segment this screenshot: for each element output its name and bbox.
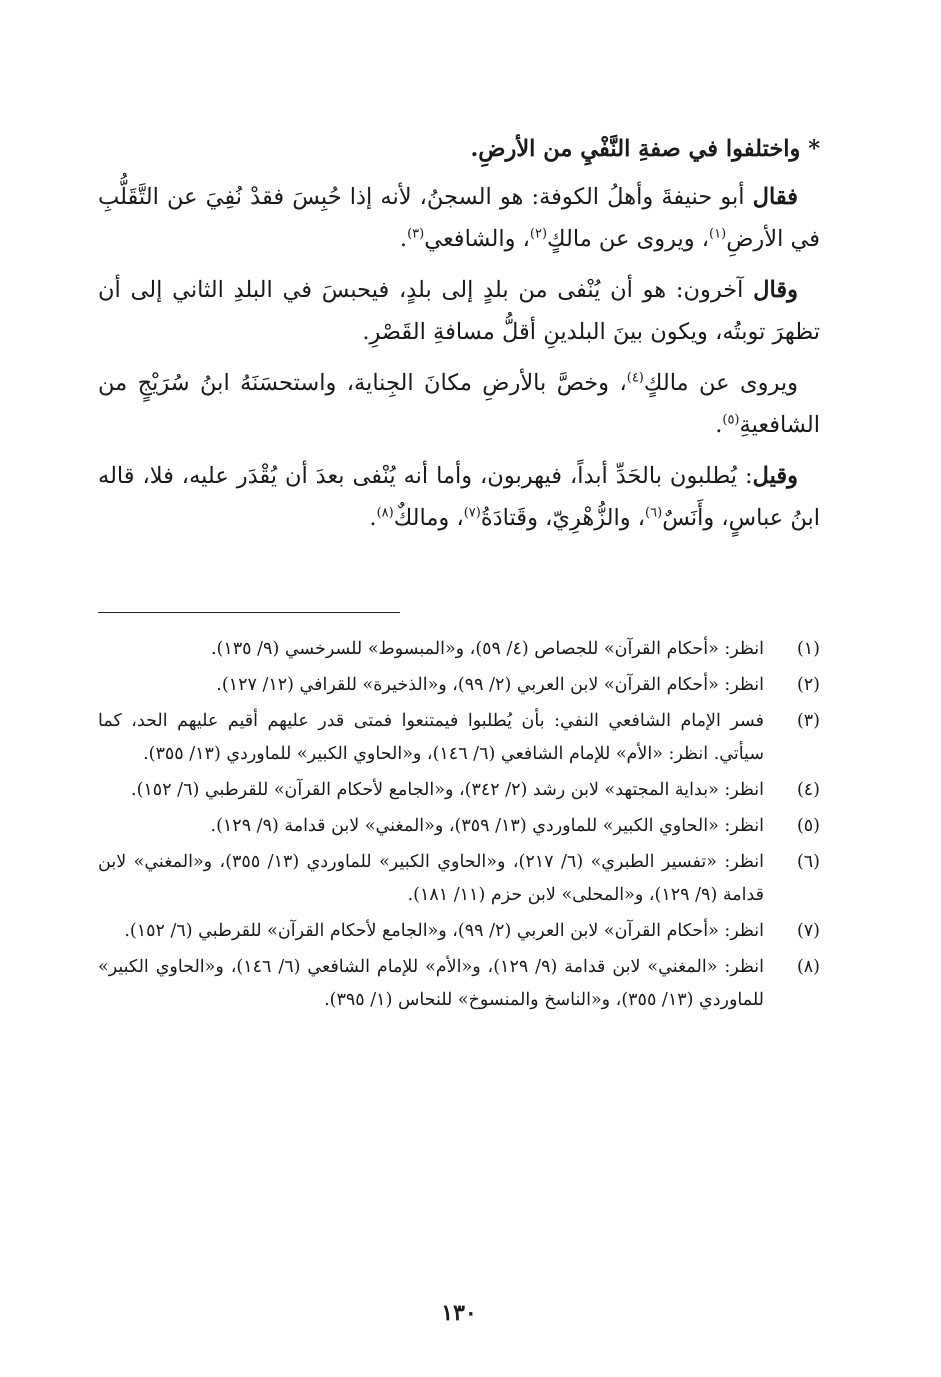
footnote-divider	[98, 612, 400, 613]
paragraph-3-text-a: ويروى عن مالكٍ	[643, 370, 798, 396]
footnote-text: انظر: «تفسير الطبري» (٦/ ٢١٧)، و«الحاوي الكبير» للماوردي (١٣/ ٣٥٥)، و«المغني» لابن قدامة (٩/ ١٢٩)، و«المحلى» لابن حزم (١١/ ١٨١).	[98, 852, 764, 905]
footnote-ref-7[interactable]: (٧)	[463, 505, 481, 521]
footnotes	[98, 633, 820, 1020]
main-text	[98, 128, 820, 548]
book-page	[98, 0, 820, 1377]
paragraph-1-text-a: أبو حنيفةَ وأهلُ الكوفة: هو السجنُ، لأنه إذا حُبِسَ فقدْ نُفِيَ عن التَّقَلُّبِ في الأرضِ	[98, 184, 820, 252]
paragraph-4-text-a: : يُطلبون بالحَدِّ أبداً، فيهربون، وأما أنه يُنْفى بعدَ أن يُقْدَر عليه، فلا، قاله ابنُ عباسٍ، وأَنَسٌ	[98, 463, 820, 531]
footnote-ref-2[interactable]: (٢)	[529, 226, 548, 242]
footnote-item	[98, 810, 820, 843]
paragraph-4-text-d: .	[369, 505, 377, 531]
paragraph-3-text-c: .	[715, 412, 723, 438]
paragraph-3	[98, 362, 820, 446]
paragraph-2-text: آخرون: هو أن يُنْفى من بلدٍ إلى بلدٍ، فيحبسَ في البلدِ الثاني إلى أن تظهرَ توبتُه، ويكون بينَ البلدينِ أقلُّ مسافةِ القَصْرِ.	[98, 277, 820, 345]
paragraph-1-lead: فقال	[752, 184, 798, 210]
footnote-number: (٨)	[796, 957, 820, 977]
footnote-number: (٣)	[796, 711, 820, 731]
footnote-ref-6[interactable]: (٦)	[645, 505, 663, 521]
paragraph-1	[98, 176, 820, 260]
footnote-number: (٢)	[796, 675, 820, 695]
footnote-number: (٤)	[796, 780, 820, 800]
footnote-ref-1[interactable]: (١)	[709, 226, 727, 242]
paragraph-4-lead: وقيل	[752, 463, 798, 489]
footnote-item	[98, 774, 820, 807]
paragraph-4	[98, 455, 820, 539]
footnote-text: انظر: «أحكام القرآن» للجصاص (٤/ ٥٩)، و«المبسوط» للسرخسي (٩/ ١٣٥).	[210, 639, 764, 659]
footnote-text: انظر: «بداية المجتهد» لابن رشد (٢/ ٣٤٢)، و«الجامع لأحكام القرآن» للقرطبي (٦/ ١٥٢).	[131, 780, 764, 800]
footnote-item	[98, 633, 820, 666]
footnote-number: (٦)	[796, 852, 820, 872]
footnote-text: انظر: «أحكام القرآن» لابن العربي (٢/ ٩٩)، و«الذخيرة» للقرافي (١٢/ ١٢٧).	[216, 675, 764, 695]
section-heading: * واختلفوا في صفةِ النَّفْيِ من الأرضِ.	[470, 136, 820, 162]
paragraph-1-text-b: ، ويروى عن مالكٍ	[547, 226, 710, 252]
page-number: ١٣٠	[441, 1300, 477, 1326]
footnote-ref-3[interactable]: (٣)	[407, 226, 425, 242]
footnote-item	[98, 705, 820, 771]
paragraph-4-text-c: ، ومالكٌ	[393, 505, 464, 531]
footnote-text: انظر: «المغني» لابن قدامة (٩/ ١٢٩)، و«الأم» للإمام الشافعي (٦/ ١٤٦)، و«الحاوي الكبير» للماوردي (١٣/ ٣٥٥)، و«الناسخ والمنسوخ» للنحاس (١/ ٣٩٥).	[98, 957, 765, 1010]
paragraph-2	[98, 269, 820, 353]
paragraph-3-text-b: ، وخصَّ بالأرضِ مكانَ الجِناية، واستحسَنَهُ ابنُ سُرَيْجٍ من الشافعيةِ	[98, 370, 820, 438]
footnote-ref-5[interactable]: (٥)	[722, 412, 740, 428]
footnote-number: (٧)	[796, 921, 820, 941]
footnote-text: انظر: «الحاوي الكبير» للماوردي (١٣/ ٣٥٩)، و«المغني» لابن قدامة (٩/ ١٢٩).	[210, 816, 764, 836]
paragraph-1-text-c: ، والشافعي	[424, 226, 530, 252]
footnote-item	[98, 951, 820, 1017]
footnote-ref-8[interactable]: (٨)	[376, 505, 394, 521]
footnote-item	[98, 915, 820, 948]
footnote-ref-4[interactable]: (٤)	[626, 370, 644, 386]
paragraph-4-text-b: ، والزُّهْرِيّ، وقَتادَةُ	[480, 505, 646, 531]
footnote-item	[98, 669, 820, 702]
paragraph-1-text-d: .	[399, 226, 408, 252]
footnote-item	[98, 846, 820, 912]
footnote-text: فسر الإمام الشافعي النفي: بأن يُطلبوا فيمتنعوا فمتى قدر عليهم أقيم عليهم الحد، كما سيأتي. انظر: «الأم» للإمام الشافعي (٦/ ١٤٦)، و«الحاوي الكبير» للماوردي (١٣/ ٣٥٥).	[98, 711, 764, 764]
footnote-number: (١)	[796, 639, 820, 659]
paragraph-2-lead: وقال	[753, 277, 798, 303]
footnote-text: انظر: «أحكام القرآن» لابن العربي (٢/ ٩٩)، و«الجامع لأحكام القرآن» للقرطبي (٦/ ١٥٢).	[124, 921, 764, 941]
footnote-number: (٥)	[796, 816, 820, 836]
